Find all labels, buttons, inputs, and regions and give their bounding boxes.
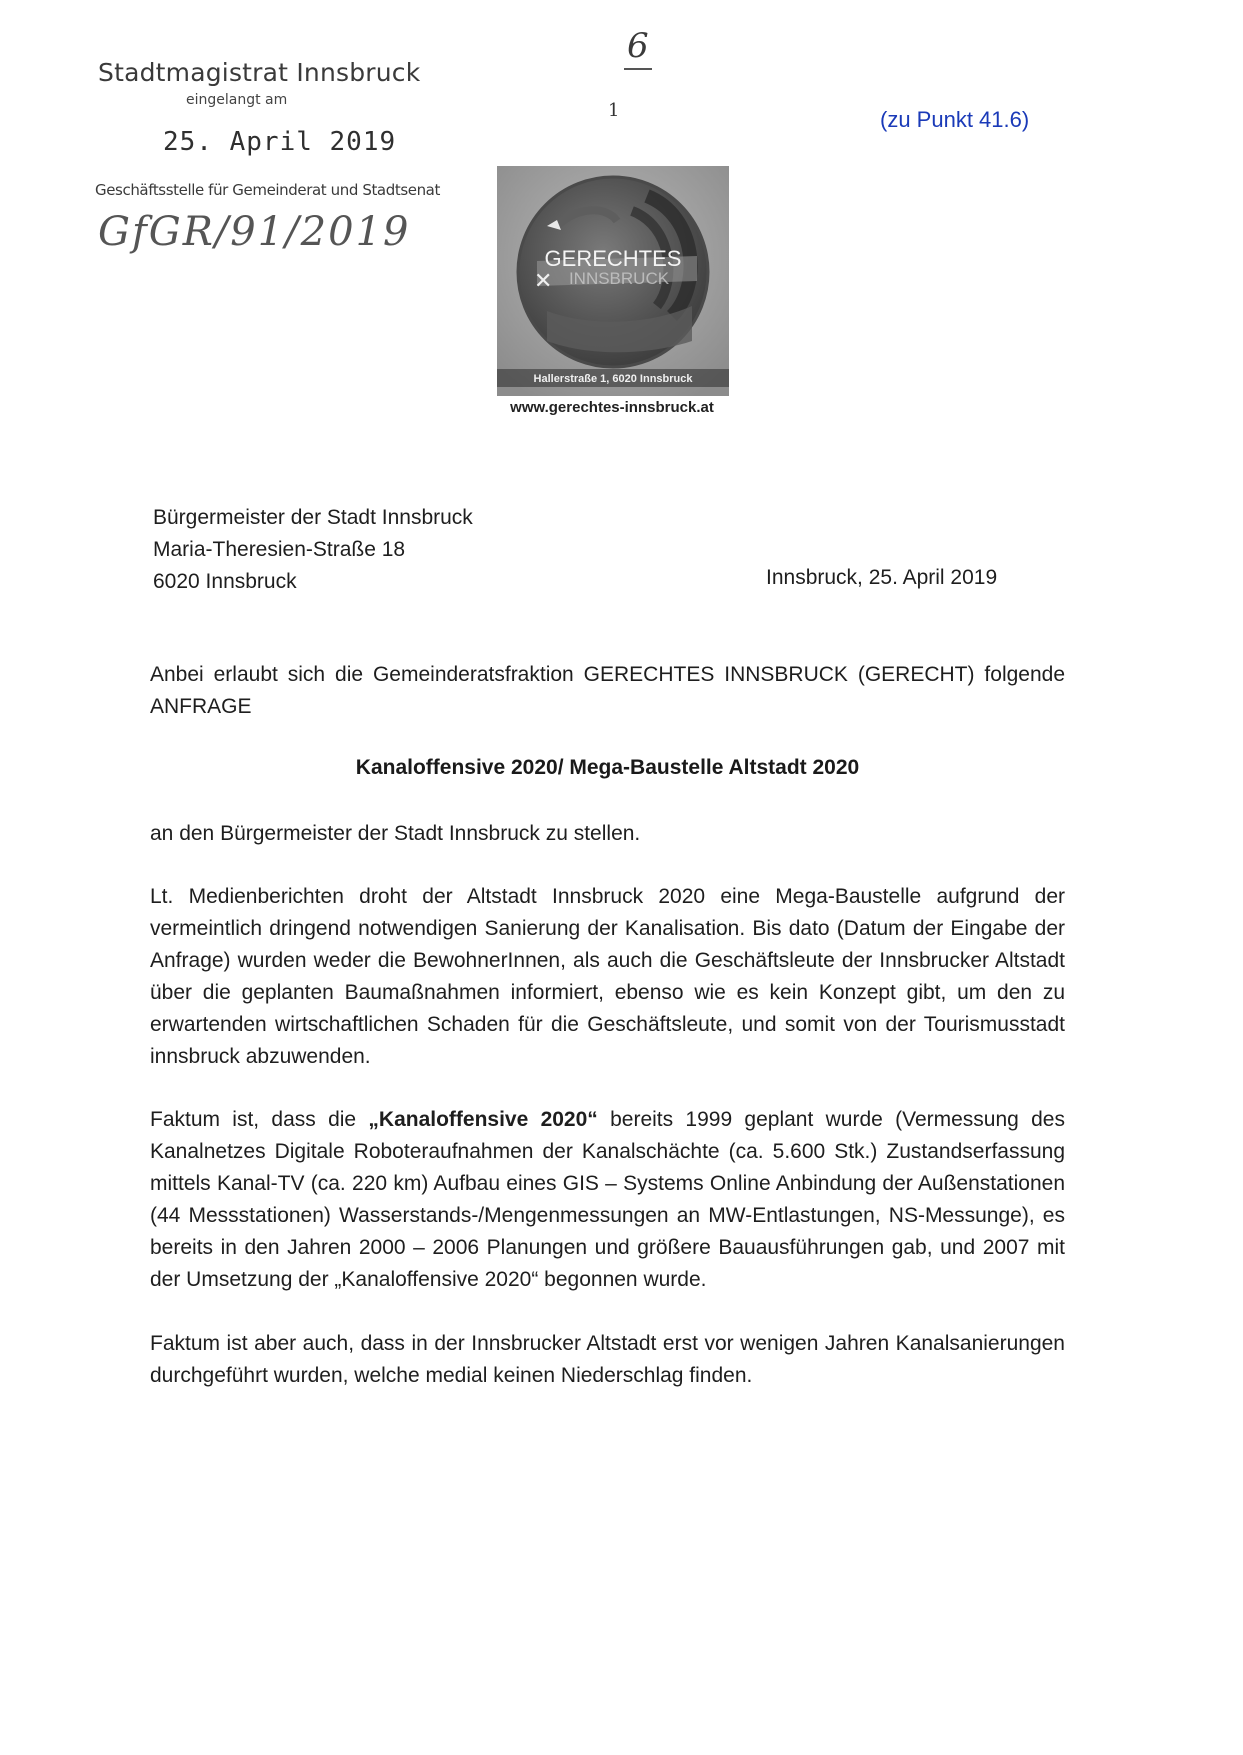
place-date: Innsbruck, 25. April 2019 (766, 566, 998, 589)
subject-heading: Kanaloffensive 2020/ Mega-Baustelle Altstadt 2020 (355, 756, 860, 779)
handwritten-underline (624, 68, 652, 70)
stamp-title: Stadtmagistrat Innsbruck (98, 58, 421, 87)
logo-address: Hallerstraße 1, 6020 Innsbruck (533, 373, 693, 385)
stamp-reference-handwritten: GfGR/91/2019 (98, 209, 411, 255)
logo-name-line1: GERECHTES (544, 246, 682, 271)
logo-name-line2: INNSBRUCK (568, 269, 670, 288)
agenda-reference: (zu Punkt 41.6) (880, 107, 1030, 132)
stamp-office: Geschäftsstelle für Gemeinderat und Stadtsenat (95, 181, 440, 199)
recipient-line3: 6020 Innsbruck (153, 570, 297, 593)
body-paragraph-2 (150, 1104, 1065, 1296)
body-paragraph-3: Faktum ist aber auch, dass in der Innsbrucker Altstadt erst vor wenigen Jahren Kanalsanierungen durchgeführt wurden, welche medial keinen Niederschlag finden. (150, 1332, 1065, 1387)
handwritten-number: 6 (627, 26, 649, 66)
party-website: www.gerechtes-innsbruck.at (510, 399, 714, 416)
paragraph-2-lead: Faktum ist, dass die (150, 1108, 369, 1131)
addressed-to: an den Bürgermeister der Stadt Innsbruck zu stellen. (150, 822, 641, 845)
paragraph-2-bold: „Kanaloffensive 2020“ (368, 1108, 598, 1131)
cross-icon: ✕ (534, 269, 553, 294)
recipient-address (153, 502, 473, 598)
body-paragraph-1: Lt. Medienberichten droht der Altstadt Innsbruck 2020 eine Mega-Baustelle aufgrund der vermeintlich dringend notwendigen Sanierung der Kanalisation. Bis dato (Datum der Eingabe der Anfrage) wurden weder die BewohnerInnen, als auch die Geschäftsleute der Innsbrucker Altstadt über die geplanten Baumaßnahmen informiert, ebenso wie es kein Konzept gibt, um den zu erwartenden wirtschaftlichen Schaden für die Geschäftsleute, und somit von der Tourismusstadt innsbruck abzuwenden. (150, 885, 1065, 1068)
recipient-line2: Maria-Theresien-Straße 18 (153, 538, 406, 561)
intro-paragraph: Anbei erlaubt sich die Gemeinderatsfraktion GERECHTES INNSBRUCK (GERECHT) folgende ANFRAGE (150, 663, 1065, 718)
stamp-date: 25. April 2019 (163, 127, 397, 157)
recipient-line1: Bürgermeister der Stadt Innsbruck (153, 506, 473, 529)
stamp-received-label: eingelangt am (186, 92, 288, 108)
party-logo (497, 166, 729, 396)
page-number: 1 (608, 100, 620, 121)
paragraph-2-rest: bereits 1999 geplant wurde (Vermessung des Kanalnetzes Digitale Roboteraufnahmen der Kanalschächte (ca. 5.600 Stk.) Zustandserfassung mittels Kanal-TV (ca. 220 km) Aufbau eines GIS – Systems Online Anbindung der Außenstationen (44 Messstationen) Wasserstands-/Mengenmessungen an MW-Entlastungen, NS-Messunge), es bereits in den Jahren 2000 – 2006 Planungen und größere Bauausführungen gab, und 2007 mit der Umsetzung der „Kanaloffensive 2020“ begonnen wurde. (150, 1108, 1065, 1291)
